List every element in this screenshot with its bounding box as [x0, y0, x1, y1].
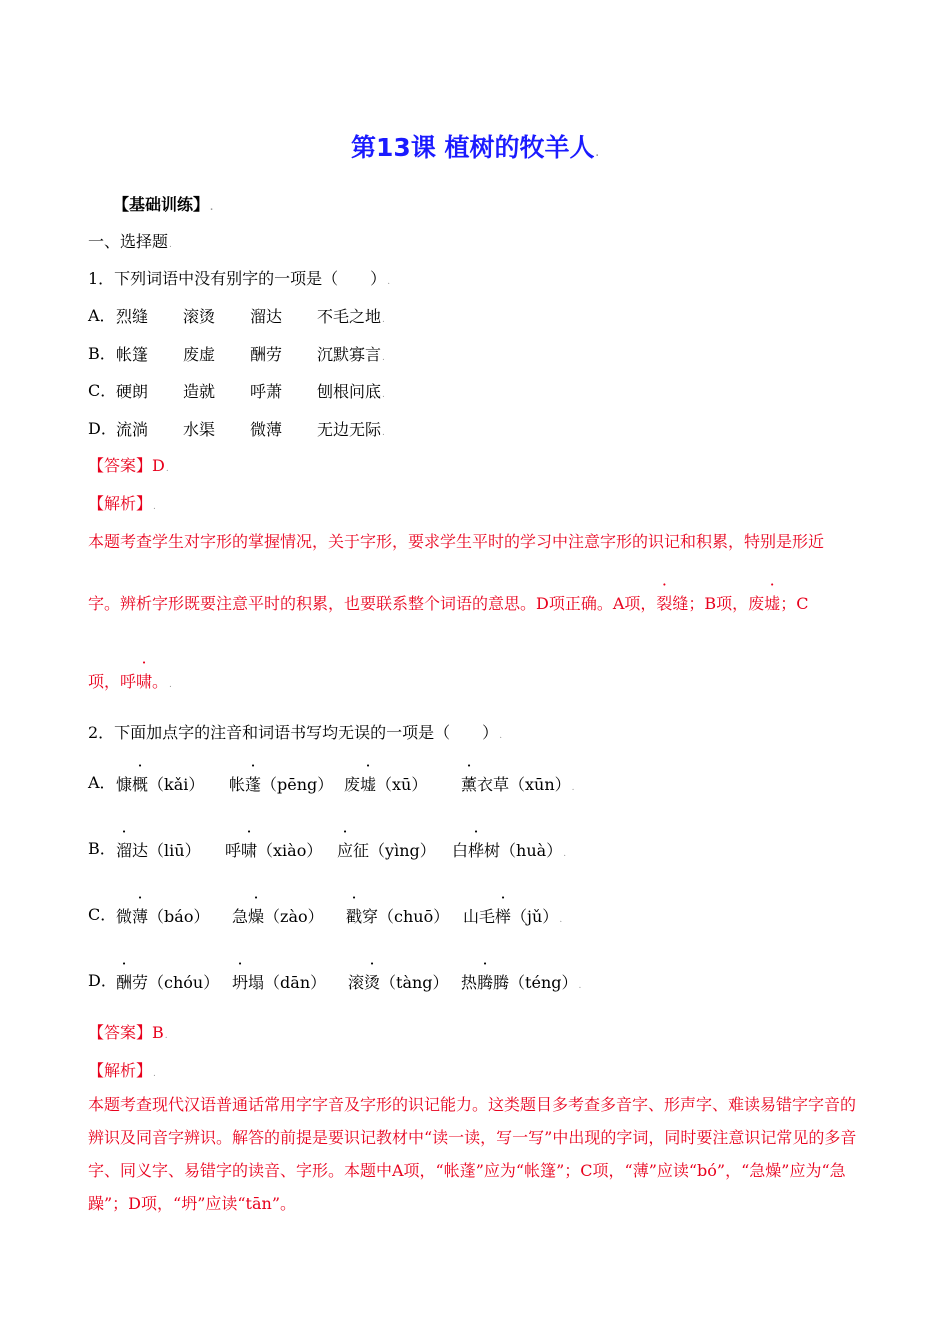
q1-stem: 1．下列词语中没有别字的一项是（ ）.	[88, 269, 391, 288]
option-word: 酬劳	[250, 345, 283, 364]
page-title: 第13课 植树的牧羊人.	[351, 133, 599, 162]
option-word: 呼萧	[250, 382, 283, 401]
q1-analysis-line3: 项，呼啸。.	[88, 672, 172, 691]
option-word: 微薄	[250, 420, 283, 439]
option-word: 造就	[183, 382, 216, 401]
option-item: 坍塌（dān）	[232, 973, 327, 992]
option-item: 废墟（xū）	[344, 775, 428, 794]
q2-answer: 【答案】B.	[88, 1023, 168, 1042]
option-word: 不毛之地.	[317, 307, 385, 326]
q1-answer: 【答案】D.	[88, 456, 169, 475]
option-label: A．	[88, 773, 116, 792]
option-item: 急燥（zào）	[232, 907, 324, 926]
option-label: B．	[88, 344, 116, 363]
option-label: C．	[88, 381, 117, 400]
option-item: 帐蓬（pēng）	[229, 775, 334, 794]
option-word: 硬朗	[116, 382, 149, 401]
option-item: 滚烫（tàng）	[348, 973, 449, 992]
option-word: 流淌	[116, 420, 149, 439]
option-word: 废虚	[183, 345, 216, 364]
option-item: 热腾腾（téng）.	[461, 973, 582, 992]
q2-analysis-label: 【解析】.	[88, 1061, 156, 1080]
option-label: D．	[88, 419, 117, 438]
option-word: 无边无际.	[317, 420, 385, 439]
option-item: 慷概（kǎi）	[116, 775, 205, 794]
option-word: 滚烫	[183, 307, 216, 326]
option-word: 溜达	[250, 307, 283, 326]
option-item: 酬劳（chóu）	[116, 973, 220, 992]
option-item: 微薄（báo）	[116, 907, 210, 926]
q1-analysis-line1: 本题考查学生对字形的掌握情况，关于字形，要求学生平时的学习中注意字形的识记和积累，特别是形近	[88, 532, 825, 551]
section-heading: 【基础训练】.	[113, 195, 214, 214]
option-item: 白桦树（huà）.	[452, 841, 567, 860]
q2-analysis-text: 本题考查现代汉语普通话常用字字音及字形的识记能力。这类题目多考查多音字、形声字、难读易错字字音的辨识及同音字辨识。解答的前提是要识记教材中“读一读，写一写”中出现的字词，同时要注意识记常见的多音字、同义字、易错字的读音、字形。本题中A项，“帐蓬”应为“帐篷”；C项，“薄”应读“bó”，“急燥”应为“急躁”；D项，“坍”应读“tān”。	[88, 1095, 857, 1213]
option-word: 水渠	[183, 420, 216, 439]
option-word: 刨根问底.	[317, 382, 385, 401]
option-word: 沉默寡言.	[317, 345, 385, 364]
q1-analysis-line2: 字。辨析字形既要注意平时的积累，也要联系整个词语的意思。D项正确。A项，裂缝；B项，废墟；C	[88, 594, 809, 613]
option-label: D．	[88, 971, 117, 990]
option-label: B．	[88, 839, 116, 858]
option-item: 山毛榉（jǔ）.	[463, 907, 563, 926]
option-item: 呼啸（xiào）	[225, 841, 323, 860]
option-word: 帐篷	[116, 345, 149, 364]
option-label: C．	[88, 905, 117, 924]
q1-analysis-label: 【解析】.	[88, 494, 156, 513]
option-item: 戳穿（chuō）	[346, 907, 450, 926]
part-heading: 一、选择题.	[88, 232, 172, 251]
option-item: 薰衣草（xūn）.	[461, 775, 575, 794]
option-item: 溜达（liū）	[116, 841, 201, 860]
option-item: 应征（yìng）	[337, 841, 436, 860]
q2-stem: 2．下面加点字的注音和词语书写均无误的一项是（ ）.	[88, 723, 503, 742]
option-label: A．	[88, 306, 116, 325]
option-word: 烈缝	[116, 307, 149, 326]
